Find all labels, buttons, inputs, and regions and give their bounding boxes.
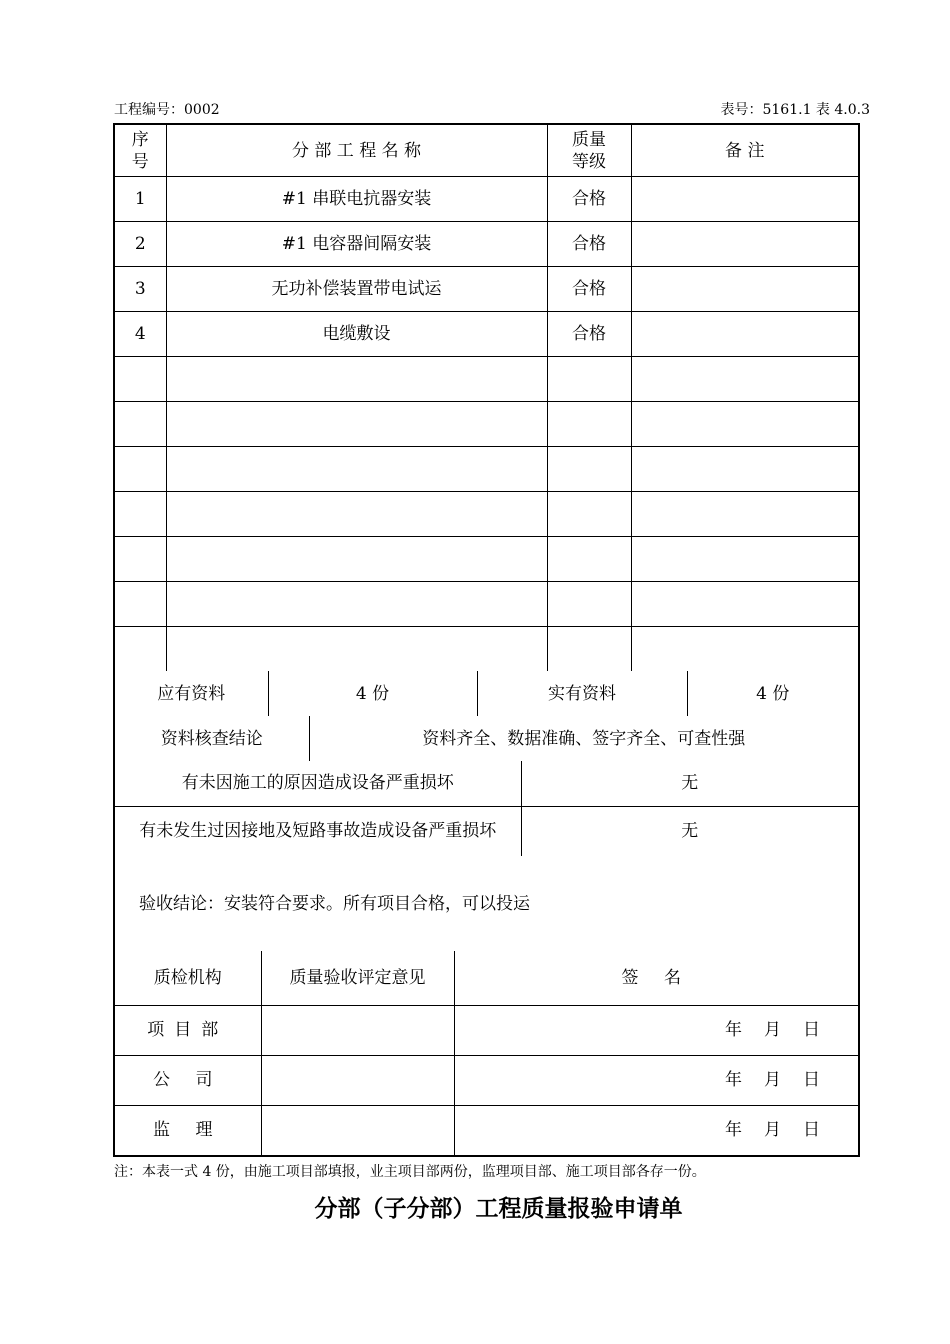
damage-row: [115, 761, 858, 806]
org-cell: 监 理: [115, 1105, 261, 1155]
damage-table: [115, 761, 858, 856]
grade-cell: [547, 627, 631, 672]
grade-cell: 合格: [547, 177, 631, 222]
grade-cell: [547, 357, 631, 402]
name-cell: [166, 492, 547, 537]
grade-cell: 合格: [547, 222, 631, 267]
grade-cell: 合格: [547, 267, 631, 312]
table-row: [115, 177, 858, 222]
remark-cell: [631, 447, 858, 492]
month-label: 月: [764, 1070, 781, 1090]
grade-header: 质量 等级: [547, 125, 631, 177]
remark-cell: [631, 357, 858, 402]
name-cell: [166, 402, 547, 447]
seq-cell: [115, 402, 166, 447]
conclusion-table: [115, 856, 858, 951]
damage-row: [115, 806, 858, 856]
year-label: 年: [725, 1020, 742, 1040]
damage-question-2: 有未发生过因接地及短路事故造成设备严重损坏: [115, 806, 521, 856]
table-row: [115, 582, 858, 627]
seq-cell: 2: [115, 222, 166, 267]
grade-cell: [547, 537, 631, 582]
seq-cell: [115, 357, 166, 402]
subproject-table: [115, 125, 858, 671]
grade-cell: 合格: [547, 312, 631, 357]
name-cell: #1 串联电抗器安装: [166, 177, 547, 222]
remark-cell: [631, 402, 858, 447]
seq-cell: 4: [115, 312, 166, 357]
seq-cell: [115, 447, 166, 492]
remark-cell: [631, 582, 858, 627]
remark-cell: [631, 177, 858, 222]
grade-cell: [547, 447, 631, 492]
name-cell: 无功补偿装置带电试运: [166, 267, 547, 312]
month-label: 月: [764, 1020, 781, 1040]
seq-cell: [115, 492, 166, 537]
seq-cell: 1: [115, 177, 166, 222]
grade-cell: [547, 402, 631, 447]
project-number: 工程编号：0002: [114, 102, 220, 118]
date-cell: [454, 1055, 858, 1105]
table-header-row: [115, 125, 858, 177]
actual-docs-value: 4 份: [687, 671, 858, 716]
table-row: [115, 447, 858, 492]
name-cell: [166, 537, 547, 582]
form-number: 表号：5161.1 表 4.0.3: [720, 102, 870, 118]
document-title: 分部（子分部）工程质量报验申请单: [314, 1196, 683, 1222]
month-label: 月: [764, 1120, 781, 1141]
conclusion-row: [115, 856, 858, 951]
opinion-cell: [261, 1055, 454, 1105]
damage-answer-2: 无: [521, 806, 858, 856]
docs-count-row: [115, 671, 858, 716]
name-cell: [166, 357, 547, 402]
name-cell: 电缆敷设: [166, 312, 547, 357]
signoff-table: [115, 951, 858, 1155]
seq-cell: 3: [115, 267, 166, 312]
name-cell: [166, 582, 547, 627]
signoff-row: [115, 1005, 858, 1055]
damage-answer-1: 无: [521, 761, 858, 806]
name-cell: #1 电容器间隔安装: [166, 222, 547, 267]
table-row: [115, 402, 858, 447]
seq-header: 序 号: [115, 125, 166, 177]
docs-check-row: [115, 716, 858, 761]
table-row: [115, 267, 858, 312]
name-cell: [166, 627, 547, 672]
day-label: 日: [803, 1020, 820, 1040]
year-label: 年: [725, 1070, 742, 1090]
opinion-header: 质量验收评定意见: [261, 951, 454, 1005]
sign-header: 签 名: [454, 951, 858, 1005]
table-row: [115, 537, 858, 582]
remark-header: 备 注: [631, 125, 858, 177]
date-cell: [454, 1005, 858, 1055]
remark-cell: [631, 627, 858, 672]
year-label: 年: [725, 1120, 742, 1141]
seq-cell: [115, 582, 166, 627]
remark-cell: [631, 537, 858, 582]
table-row: [115, 492, 858, 537]
remark-cell: [631, 492, 858, 537]
day-label: 日: [803, 1120, 820, 1141]
remark-cell: [631, 267, 858, 312]
expected-docs-label: 应有资料: [115, 671, 268, 716]
quality-form: [113, 123, 860, 1157]
date-cell: [454, 1105, 858, 1155]
docs-count-table: [115, 671, 858, 716]
docs-check-value: 资料齐全、数据准确、签字齐全、可查性强: [309, 716, 858, 761]
table-row: [115, 222, 858, 267]
org-header: 质检机构: [115, 951, 261, 1005]
org-cell: 公 司: [115, 1055, 261, 1105]
org-cell: 项目部: [115, 1005, 261, 1055]
actual-docs-label: 实有资料: [477, 671, 687, 716]
acceptance-conclusion: 验收结论：安装符合要求。所有项目合格，可以投运: [139, 893, 530, 914]
seq-cell: [115, 537, 166, 582]
seq-cell: [115, 627, 166, 672]
table-row: [115, 357, 858, 402]
name-header: 分 部 工 程 名 称: [166, 125, 547, 177]
name-cell: [166, 447, 547, 492]
expected-docs-value: 4 份: [268, 671, 477, 716]
opinion-cell: [261, 1105, 454, 1155]
damage-question-1: 有未因施工的原因造成设备严重损坏: [115, 761, 521, 806]
remark-cell: [631, 222, 858, 267]
remark-cell: [631, 312, 858, 357]
opinion-cell: [261, 1005, 454, 1055]
signoff-row: [115, 1105, 858, 1155]
docs-check-table: [115, 716, 858, 761]
signoff-header-row: [115, 951, 858, 1005]
signoff-row: [115, 1055, 858, 1105]
grade-cell: [547, 492, 631, 537]
footnote: 注：本表一式 4 份，由施工项目部填报，业主项目部两份，监理项目部、施工项目部各存一份。: [114, 1164, 706, 1180]
docs-check-label: 资料核查结论: [115, 716, 309, 761]
table-row: [115, 312, 858, 357]
grade-cell: [547, 582, 631, 627]
table-row: [115, 627, 858, 672]
day-label: 日: [803, 1070, 820, 1090]
